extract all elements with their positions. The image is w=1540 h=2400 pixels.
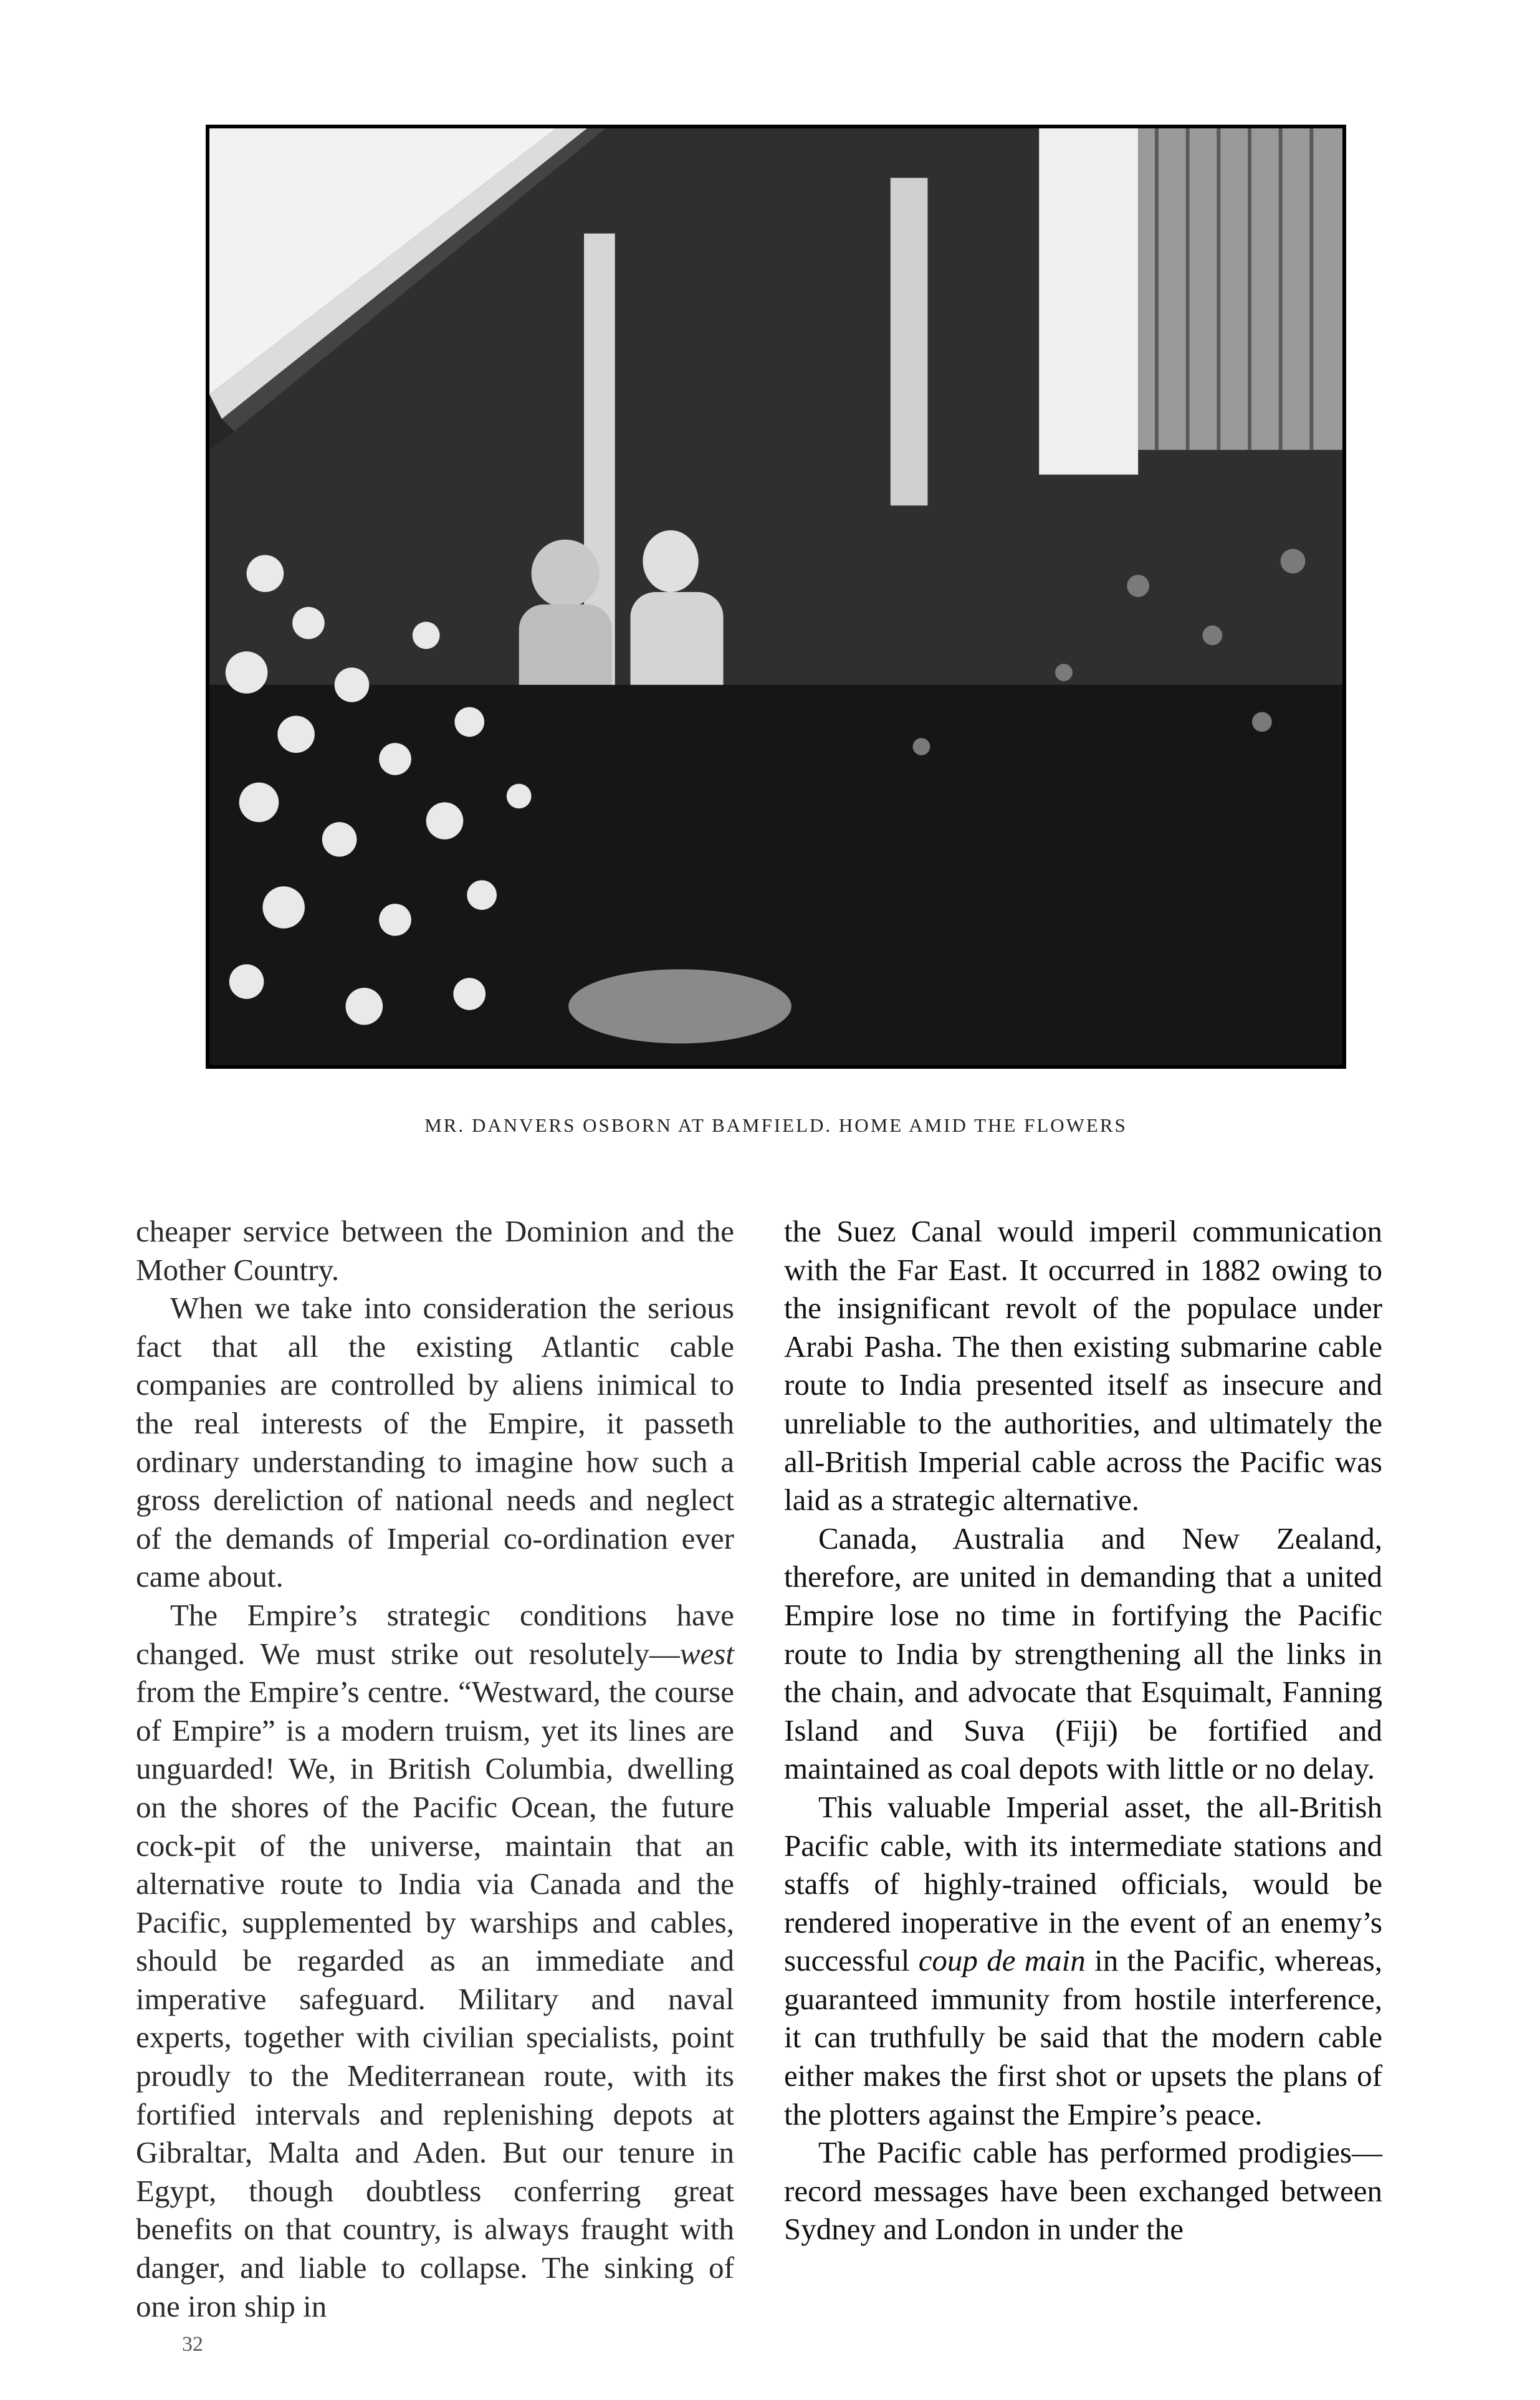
- paragraph-text: The Empire’s strategic conditions have changed. We must strike out resolutely—: [136, 1597, 734, 1671]
- paragraph: cheaper service between the Dominion and the Mother Country.: [136, 1214, 734, 1287]
- paragraph: the Suez Canal would imperil communication with the Far East. It occurred in 1882 owing to the insignificant revolt of the populace under Arabi Pasha. The then existing submarine cable route to India presented itself as insecure and unreliable to the authorities, and ultimately the all-British Imperial cable across the Pacific was laid as a strategic alternative.: [784, 1214, 1382, 1518]
- paragraph: The Pacific cable has performed prodigies—record messages have been exchanged between Sydney and London in under the: [784, 2135, 1382, 2247]
- emphasis-text: west: [679, 1636, 734, 1671]
- photo-caption: MR. DANVERS OSBORN AT BAMFIELD. HOME AMID THE FLOWERS: [424, 1114, 1127, 1136]
- right-column: [784, 1212, 1382, 2249]
- paragraph-text: in the Pacific, whereas, guaranteed immunity from hostile interference, it can truthfully be said that the modern cable either makes the first shot or upsets the plans of the plotters against the Empire’s peace.: [784, 1943, 1382, 2131]
- page-number: 32: [182, 2333, 203, 2356]
- paragraph: Canada, Australia and New Zealand, therefore, are united in demanding that a united Empire lose no time in fortifying the Pacific route to India by strengthening all the links in the chain, and advocate that Esquimalt, Fanning Island and Suva (Fiji) be fortified and maintained as coal depots with little or no delay.: [784, 1521, 1382, 1786]
- house-garden-illustration: [209, 128, 1342, 1065]
- emphasis-text: coup de main: [918, 1943, 1086, 1978]
- left-column: [136, 1212, 734, 2325]
- paragraph: When we take into consideration the serious fact that all the existing Atlantic cable companies are controlled by aliens inimical to the real interests of the Empire, it passeth ordinary understanding to imagine how such a gross dereliction of national needs and neglect of the demands of Imperial co-ordination ever came about.: [136, 1291, 734, 1594]
- paragraph: [136, 1596, 734, 2325]
- paragraph-text: from the Empire’s centre. “Westward, the course of Empire” is a modern truism, yet its lines are unguarded! We, in British Columbia, dwelling on the shores of the Pacific Ocean, the future cock-pit of the universe, maintain that an alternative route to India via Canada and the Pacific, supplemented by warships and cables, should be regarded as an immediate and imperative safeguard. Military and naval experts, together with civilian specialists, point proudly to the Mediterranean route, with its fortified intervals and replenishing depots at Gibraltar, Malta and Aden. But our tenure in Egypt, though doubtless conferring great benefits on that country, is always fraught with danger, and liable to collapse. The sinking of one iron ship in: [136, 1675, 734, 2323]
- paragraph: [784, 1788, 1382, 2133]
- paragraph-text: This valuable Imperial asset, the all-British Pacific cable, with its intermediate stations and staffs of highly-trained officials, would be rendered inoperative in the event of an enemy’s successful: [784, 1789, 1382, 1978]
- photograph: [206, 125, 1346, 1069]
